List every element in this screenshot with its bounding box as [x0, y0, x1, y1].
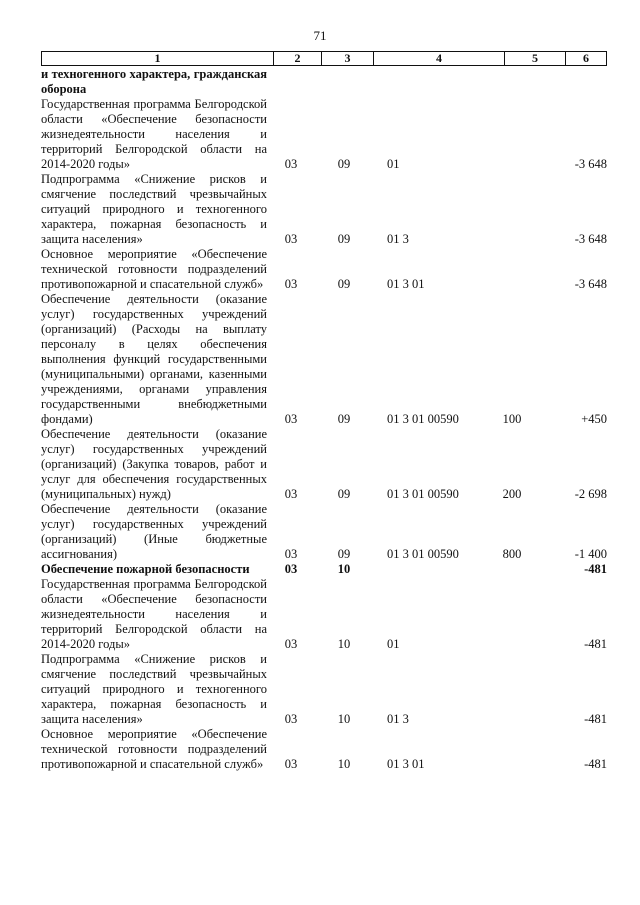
row-amount: -3 648 — [574, 277, 607, 291]
row-subsection: 10 — [337, 757, 351, 771]
row-name: и техногенного характера, гражданская оборона — [41, 67, 267, 96]
table-row — [41, 577, 607, 652]
row-target-code: 01 3 01 00590 — [387, 412, 459, 426]
row-amount: -481 — [584, 637, 607, 651]
table-row — [41, 502, 607, 562]
table-row — [41, 292, 607, 427]
row-section: 03 — [284, 412, 298, 426]
row-target-code: 01 3 01 — [387, 757, 425, 771]
header-col-4: 4 — [374, 52, 505, 65]
table-row — [41, 172, 607, 247]
row-name: Обеспечение деятельности (оказание услуг) государственных учреждений (организаций) (Иные бюджетные ассигнования) — [41, 502, 267, 561]
row-subsection: 09 — [337, 547, 351, 561]
row-section: 03 — [284, 547, 298, 561]
header-col-3: 3 — [322, 52, 374, 65]
row-name: Подпрограмма «Снижение рисков и смягчение последствий чрезвычайных ситуаций природного и техногенного характера, пожарная безопасность и защита населения» — [41, 172, 267, 246]
row-section: 03 — [284, 637, 298, 651]
row-amount: -481 — [584, 562, 607, 576]
table-row — [41, 652, 607, 727]
row-expense-type: 800 — [502, 547, 522, 561]
row-section: 03 — [284, 757, 298, 771]
row-amount: +450 — [581, 412, 607, 426]
row-section: 03 — [284, 277, 298, 291]
table-row — [41, 727, 607, 772]
row-section: 03 — [284, 712, 298, 726]
row-subsection: 10 — [337, 562, 351, 576]
row-target-code: 01 3 01 — [387, 277, 425, 291]
row-subsection: 10 — [337, 637, 351, 651]
page-number: 71 — [313, 28, 327, 43]
table-row — [41, 67, 607, 97]
row-amount: -2 698 — [574, 487, 607, 501]
row-target-code: 01 3 — [387, 232, 409, 246]
table-body — [41, 67, 607, 772]
row-section: 03 — [284, 232, 298, 246]
row-name: Обеспечение деятельности (оказание услуг) государственных учреждений (организаций) (Закупка товаров, работ и услуг для обеспечения государственных (муниципальных) нужд) — [41, 427, 267, 501]
row-name: Обеспечение деятельности (оказание услуг) государственных учреждений (организаций) (Расходы на выплату персоналу в целях обеспечения выполнения функций государственными (муниципальными) органами, казенными учреждениями, органами управления государственными внебюджетными фондами) — [41, 292, 267, 426]
row-name: Основное мероприятие «Обеспечение технической готовности подразделений противопожарной и спасательной служб» — [41, 727, 267, 771]
row-subsection: 09 — [337, 487, 351, 501]
row-expense-type: 200 — [502, 487, 522, 501]
header-col-5: 5 — [505, 52, 566, 65]
row-amount: -3 648 — [574, 157, 607, 171]
row-name: Государственная программа Белгородской области «Обеспечение безопасности жизнедеятельности населения и территорий Белгородской области на 2014-2020 годы» — [41, 577, 267, 651]
table-header — [41, 51, 607, 66]
row-name: Основное мероприятие «Обеспечение технической готовности подразделений противопожарной и спасательной служб» — [41, 247, 267, 291]
header-col-1: 1 — [42, 52, 274, 65]
row-subsection: 09 — [337, 232, 351, 246]
row-target-code: 01 — [387, 157, 400, 171]
row-target-code: 01 3 01 00590 — [387, 547, 459, 561]
row-target-code: 01 — [387, 637, 400, 651]
row-subsection: 09 — [337, 277, 351, 291]
table-row — [41, 427, 607, 502]
row-name: Подпрограмма «Снижение рисков и смягчение последствий чрезвычайных ситуаций природного и техногенного характера, пожарная безопасность и защита населения» — [41, 652, 267, 726]
row-amount: -1 400 — [574, 547, 607, 561]
row-name: Государственная программа Белгородской области «Обеспечение безопасности жизнедеятельности населения и территорий Белгородской области на 2014-2020 годы» — [41, 97, 267, 171]
row-subsection: 09 — [337, 412, 351, 426]
row-name: Обеспечение пожарной безопасности — [41, 562, 250, 576]
row-target-code: 01 3 — [387, 712, 409, 726]
row-amount: -481 — [584, 712, 607, 726]
table-row — [41, 97, 607, 172]
header-col-6: 6 — [583, 51, 589, 65]
row-expense-type: 100 — [502, 412, 522, 426]
row-section: 03 — [284, 157, 298, 171]
row-amount: -481 — [584, 757, 607, 771]
table-row — [41, 247, 607, 292]
row-section: 03 — [284, 562, 298, 576]
row-amount: -3 648 — [574, 232, 607, 246]
header-col-2: 2 — [274, 52, 322, 65]
table-row — [41, 562, 607, 577]
row-target-code: 01 3 01 00590 — [387, 487, 459, 501]
row-subsection: 09 — [337, 157, 351, 171]
row-section: 03 — [284, 487, 298, 501]
row-subsection: 10 — [337, 712, 351, 726]
